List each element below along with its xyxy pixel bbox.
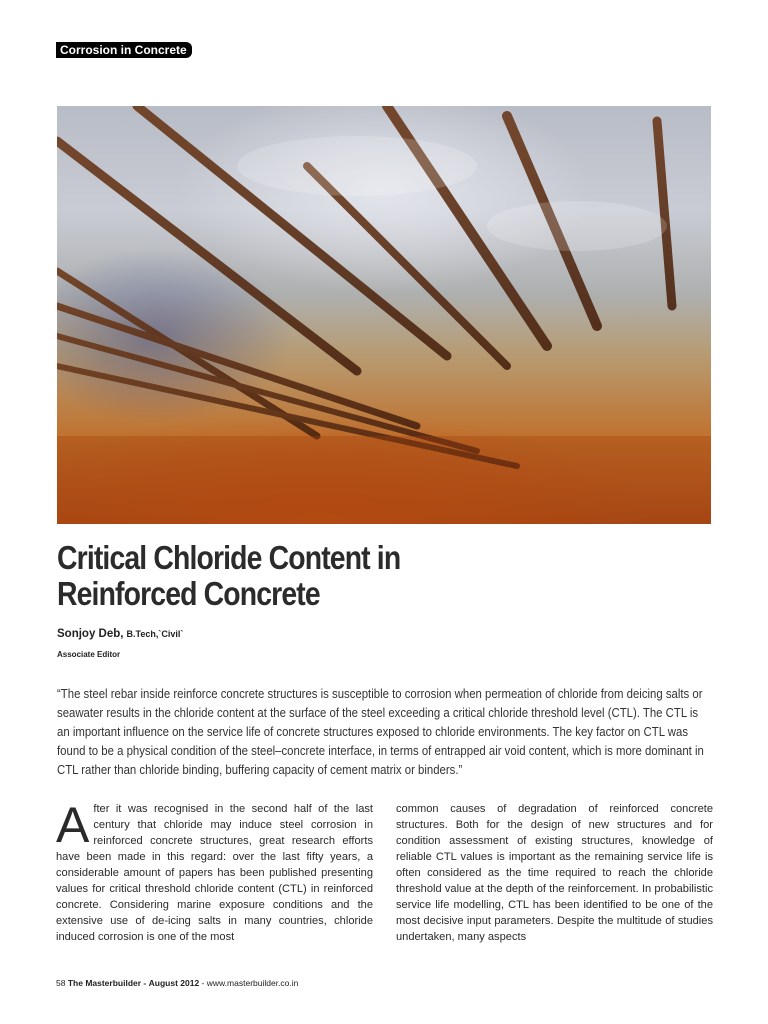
- author-line: [57, 628, 183, 640]
- rust-band: [57, 436, 711, 524]
- light-patch: [487, 201, 667, 251]
- page-footer: [56, 978, 298, 988]
- drop-cap: A: [56, 797, 90, 853]
- light-patch: [237, 136, 477, 196]
- article-abstract: “The steel rebar inside reinforce concrete structures is susceptible to corrosion when permeation of chloride from deicing salts or seawater results in the chloride content at the surface of the steel exceeding a critical chloride threshold level (CTL). The CTL is an important influence on the service life of concrete structures exposed to chloride environments. The key factor on CTL was found to be a physical condition of the steel–concrete interface, in terms of entrapped air void content, which is more dominant in CTL rather than chloride binding, buffering capacity of cement matrix or binders.”: [57, 686, 704, 777]
- author-name: Sonjoy Deb,: [57, 628, 124, 640]
- author-credentials: B.Tech,`Civil`: [126, 629, 184, 639]
- section-tag: Corrosion in Concrete: [56, 42, 192, 58]
- body-column-left: [56, 797, 373, 945]
- rebar: [657, 121, 672, 306]
- body-column-right: [396, 801, 713, 945]
- page-number: 58: [56, 978, 66, 988]
- rebar-illustration: [57, 106, 711, 524]
- author-role: Associate Editor: [57, 650, 121, 659]
- body-text-left: fter it was recognised in the second half of the last century that chloride may induce steel corrosion in reinforced concrete structures, great research efforts have been made in this regard: over the last fifty years, a considerable amount of papers has been published presenting values for critical threshold chloride content (CTL) in reinforced concrete. Considering marine exposure conditions and the extensive use of de-icing salts in many countries, chloride induced corrosion is one of the most: [56, 803, 373, 943]
- article-title: Critical Chloride Content in Reinforced Concrete: [57, 539, 401, 612]
- issue-date: August 2012: [148, 978, 200, 988]
- website-url: - www.masterbuilder.co.in: [201, 978, 299, 988]
- body-text-right: common causes of degradation of reinforced concrete structures. Both for the design of new structures and for condition assessment of existing structures, knowledge of reliable CTL values is important as the remaining service life is often considered as the time required to reach the chloride threshold value at the depth of the reinforcement. In probabilistic service life modelling, CTL has been identified to be one of the most decisive input parameters. Despite the multitude of studies undertaken, many aspects: [396, 803, 713, 943]
- hero-image: [57, 106, 711, 524]
- rebar: [57, 336, 477, 451]
- publication-name: The Masterbuilder -: [67, 978, 147, 988]
